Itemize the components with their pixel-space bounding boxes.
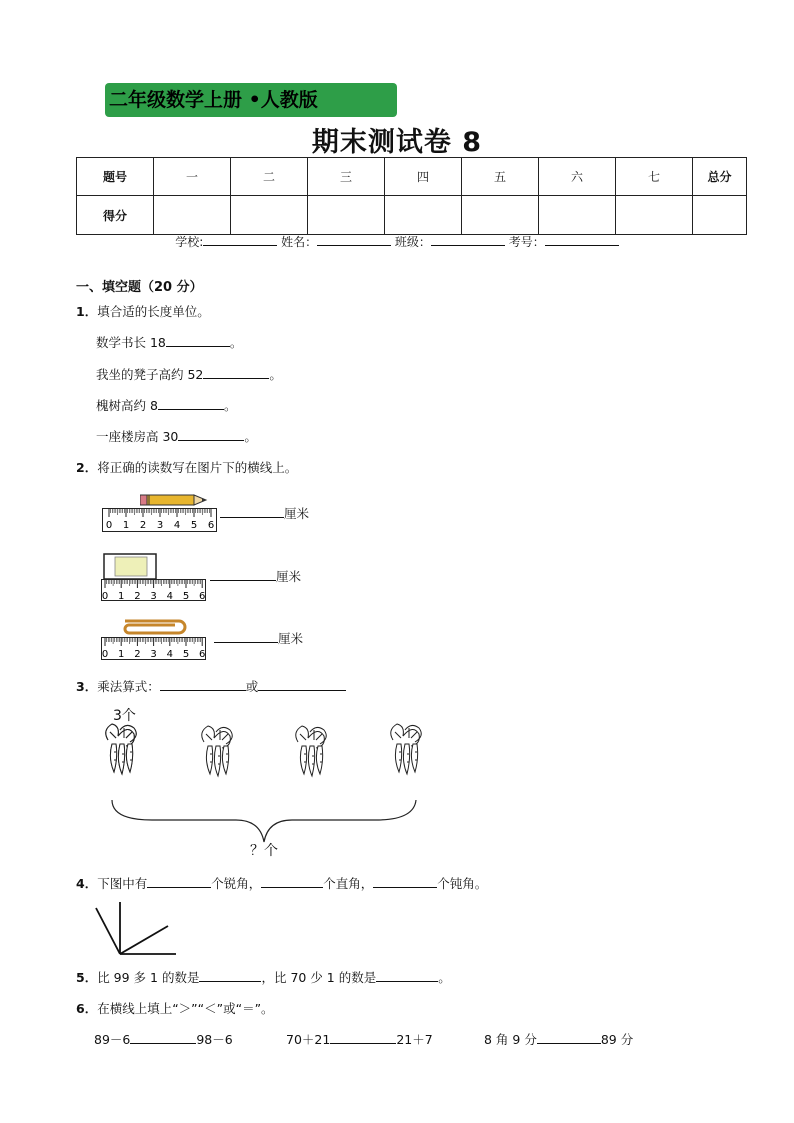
question-5 [76,968,451,986]
score-cell[interactable] [385,196,462,235]
question-6 [76,999,274,1017]
ruler-tick-label: 3 [150,591,157,602]
question-number: 5． [76,970,98,985]
answer-blank[interactable] [199,970,261,982]
q2-answer-1 [220,504,309,522]
ruler-tick-label: 2 [134,649,141,660]
score-cell[interactable] [693,196,747,235]
ruler-tick-label: 5 [182,649,190,660]
header-cell-1: 一 [154,158,231,196]
group-label: 3个 [113,708,136,724]
unit-label: 厘米 [284,506,310,521]
header-cell-label: 题号 [77,158,154,196]
header-cell-6: 六 [539,158,616,196]
answer-blank[interactable] [203,367,269,379]
ruler-tick-label: 3 [150,649,157,660]
pencil-icon [140,492,212,508]
q1-item [96,333,242,351]
class-label: 班级： [394,235,431,249]
question-4 [76,874,487,892]
ruler-tick-label: 0 [105,520,113,531]
q1-item-text: 我坐的凳子高约 52 [96,367,204,382]
compare-item [94,1030,233,1048]
question-number: 3． [76,679,98,694]
compare-left: 8 角 9 分 [484,1032,537,1047]
question-1 [76,302,210,320]
score-cell[interactable] [616,196,693,235]
section-heading: 一、填空题（20 分） [76,280,203,295]
question-text: 个直角， [323,876,374,891]
score-cell[interactable] [231,196,308,235]
ruler-tick-label: 4 [166,649,173,660]
question-text: 下图中有 [97,876,148,891]
question-text: 比 99 多 1 的数是 [97,970,200,985]
ruler-tick-label: 6 [207,520,215,531]
answer-blank[interactable] [130,1032,196,1044]
answer-blank[interactable] [537,1032,601,1044]
q2-answer-2 [210,567,301,585]
answer-blank[interactable] [158,398,224,410]
compare-right: 89 分 [600,1032,634,1047]
question-text: 。 [438,970,451,985]
ruler-figure-pencil [102,490,222,536]
score-table [76,157,747,235]
ruler-tick-label: 1 [118,591,125,602]
ruler-tick-label: 2 [134,591,141,602]
or-text: 或 [245,679,259,694]
score-cell[interactable] [462,196,539,235]
answer-blank[interactable] [373,876,437,888]
header-cell-total: 总分 [693,158,747,196]
eraser-icon [103,553,163,581]
q1-item-end: 。 [223,398,237,413]
question-text: ，比 70 少 1 的数是 [261,970,377,985]
unit-label: 厘米 [276,569,302,584]
ruler-tick-label: 2 [139,520,147,531]
q1-item [96,427,257,445]
q1-item-text: 槐树高约 8 [96,398,158,413]
question-number: 4． [76,876,98,891]
question-text: 乘法算式： [97,679,160,694]
ruler-tick-label: 6 [199,649,206,660]
brace-icon [112,800,416,842]
header-cell-7: 七 [616,158,693,196]
score-cell[interactable] [308,196,385,235]
ruler-ticks [102,508,220,534]
ruler-tick-label: 6 [199,591,206,602]
q1-item-end: 。 [244,429,257,444]
header-cell-5: 五 [462,158,539,196]
score-cell[interactable] [154,196,231,235]
answer-blank[interactable] [166,335,230,347]
ruler-ticks [101,579,209,603]
answer-blank[interactable] [160,679,246,691]
answer-blank[interactable] [214,631,278,643]
exam-no-label: 考号： [508,235,545,249]
answer-blank[interactable] [258,679,346,691]
name-blank[interactable] [317,234,391,246]
exam-no-blank[interactable] [545,234,619,246]
question-number: 6． [76,1001,98,1016]
answer-blank[interactable] [220,506,284,518]
q1-item-end: 。 [269,367,282,382]
question-2 [76,458,297,476]
compare-right: 98－6 [196,1032,233,1047]
ruler-tick-label: 0 [101,649,109,660]
q1-item [96,396,236,414]
ruler-tick-label: 0 [101,591,109,602]
answer-blank[interactable] [178,429,244,441]
ruler-tick-label: 5 [182,591,190,602]
q2-answer-3 [214,629,303,647]
question-text: 个钝角。 [437,876,488,891]
question-number: 1． [76,304,98,319]
score-table-score-row [77,196,747,235]
q1-item [96,365,282,383]
ruler-tick-label: 4 [166,591,173,602]
paperclip-icon [119,615,191,637]
question-text: 填合适的长度单位。 [97,304,210,319]
unit-label: 厘米 [278,631,304,646]
answer-blank[interactable] [147,876,211,888]
compare-left: 70＋21 [286,1032,331,1047]
header-cell-4: 四 [385,158,462,196]
ruler-tick-label: 1 [122,520,130,531]
compare-right: 21＋7 [396,1032,433,1047]
page-title: 期末测试卷 8 [311,127,483,158]
ruler-ticks [101,637,209,661]
question-3 [76,677,346,695]
angle-figure [92,900,178,958]
question-text: 将正确的读数写在图片下的横线上。 [97,460,298,475]
name-label: 姓名： [281,235,318,249]
ruler-figure-paperclip [101,613,211,661]
question-text: 在横线上填上“＞”“＜”或“＝”。 [97,1001,274,1016]
grade-tag: 二年级数学上册 •人教版 [105,83,397,117]
student-info-line [0,233,794,250]
compare-item [484,1030,633,1048]
ruler-tick-label: 4 [173,520,181,531]
answer-blank[interactable] [330,1032,396,1044]
score-table-header-row [77,158,747,196]
score-row-label: 得分 [77,196,154,235]
school-blank[interactable] [203,234,277,246]
answer-blank[interactable] [261,876,323,888]
ruler-figure-eraser [101,553,211,601]
q1-item-end: 。 [229,335,243,350]
q1-item-text: 一座楼房高 30 [96,429,179,444]
question-text: 个锐角， [211,876,262,891]
school-label: 学校: [175,235,204,249]
q1-item-text: 数学书长 18 [96,335,166,350]
answer-blank[interactable] [210,569,276,581]
class-blank[interactable] [431,234,505,246]
ruler-tick-label: 5 [190,520,198,531]
answer-blank[interactable] [376,970,438,982]
header-cell-2: 二 [231,158,308,196]
compare-left: 89－6 [94,1032,131,1047]
question-mark-label: ？个 [250,843,278,859]
ruler-tick-label: 3 [156,520,164,531]
ruler-tick-label: 1 [118,649,125,660]
score-cell[interactable] [539,196,616,235]
compare-item [286,1030,433,1048]
header-cell-3: 三 [308,158,385,196]
question-number: 2． [76,460,98,475]
